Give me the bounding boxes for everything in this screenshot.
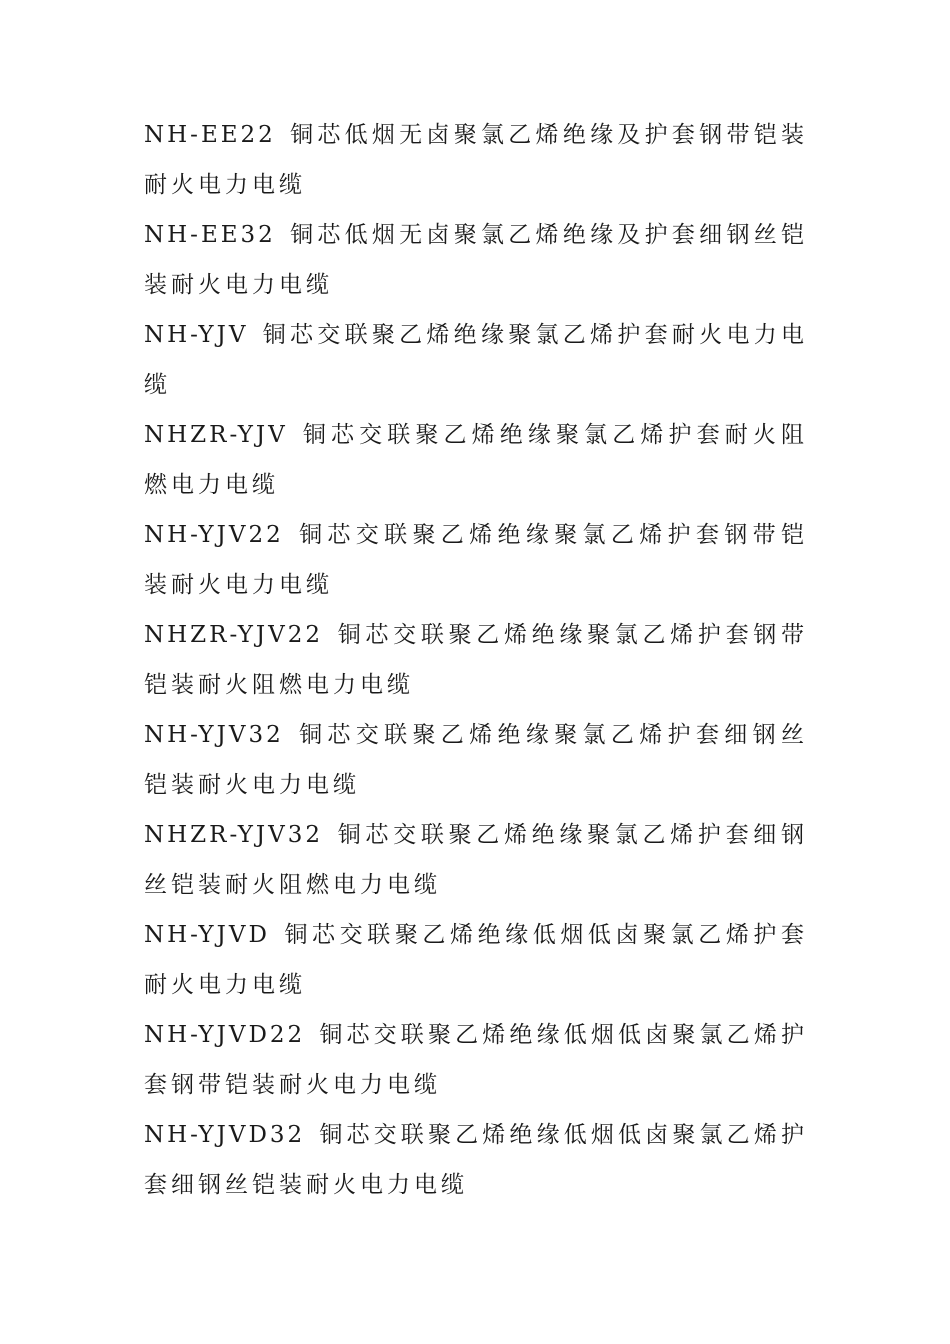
cable-description: 铜芯交联聚乙烯绝缘聚氯乙烯护套钢带铠装耐火阻燃电力电缆: [144, 622, 808, 698]
cable-description: 铜芯交联聚乙烯绝缘聚氯乙烯护套细钢丝铠装耐火电力电缆: [144, 722, 808, 798]
cable-entry: [144, 410, 808, 510]
cable-description: 铜芯交联聚乙烯绝缘聚氯乙烯护套耐火阻燃电力电缆: [144, 422, 808, 498]
cable-description: 铜芯交联聚乙烯绝缘聚氯乙烯护套细钢丝铠装耐火阻燃电力电缆: [144, 822, 808, 898]
cable-entry: [144, 210, 808, 310]
cable-code: NHZR-YJV32: [144, 822, 324, 848]
cable-code: NH-YJV22: [144, 522, 284, 548]
cable-code: NH-YJV32: [144, 722, 284, 748]
cable-code: NHZR-YJV22: [144, 622, 324, 648]
cable-description: 铜芯低烟无卤聚氯乙烯绝缘及护套细钢丝铠装耐火电力电缆: [144, 222, 808, 298]
cable-entry: [144, 1010, 808, 1110]
cable-entry: [144, 610, 808, 710]
cable-entry: [144, 110, 808, 210]
cable-list: [144, 110, 808, 1210]
cable-entry: [144, 310, 808, 410]
cable-description: 铜芯交联聚乙烯绝缘聚氯乙烯护套钢带铠装耐火电力电缆: [144, 522, 808, 598]
cable-description: 铜芯交联聚乙烯绝缘聚氯乙烯护套耐火电力电缆: [144, 322, 808, 398]
cable-description: 铜芯交联聚乙烯绝缘低烟低卤聚氯乙烯护套耐火电力电缆: [144, 922, 808, 998]
cable-code: NH-EE32: [144, 222, 276, 248]
cable-code: NH-YJVD32: [144, 1122, 306, 1148]
cable-description: 铜芯低烟无卤聚氯乙烯绝缘及护套钢带铠装耐火电力电缆: [144, 122, 808, 198]
cable-code: NH-YJVD22: [144, 1022, 306, 1048]
cable-entry: [144, 810, 808, 910]
cable-code: NH-EE22: [144, 122, 276, 148]
cable-code: NH-YJVD: [144, 922, 270, 948]
cable-code: NH-YJV: [144, 322, 249, 348]
cable-entry: [144, 510, 808, 610]
cable-entry: [144, 1110, 808, 1210]
cable-entry: [144, 710, 808, 810]
cable-entry: [144, 910, 808, 1010]
cable-description: 铜芯交联聚乙烯绝缘低烟低卤聚氯乙烯护套钢带铠装耐火电力电缆: [144, 1022, 808, 1098]
cable-code: NHZR-YJV: [144, 422, 288, 448]
cable-description: 铜芯交联聚乙烯绝缘低烟低卤聚氯乙烯护套细钢丝铠装耐火电力电缆: [144, 1122, 808, 1198]
